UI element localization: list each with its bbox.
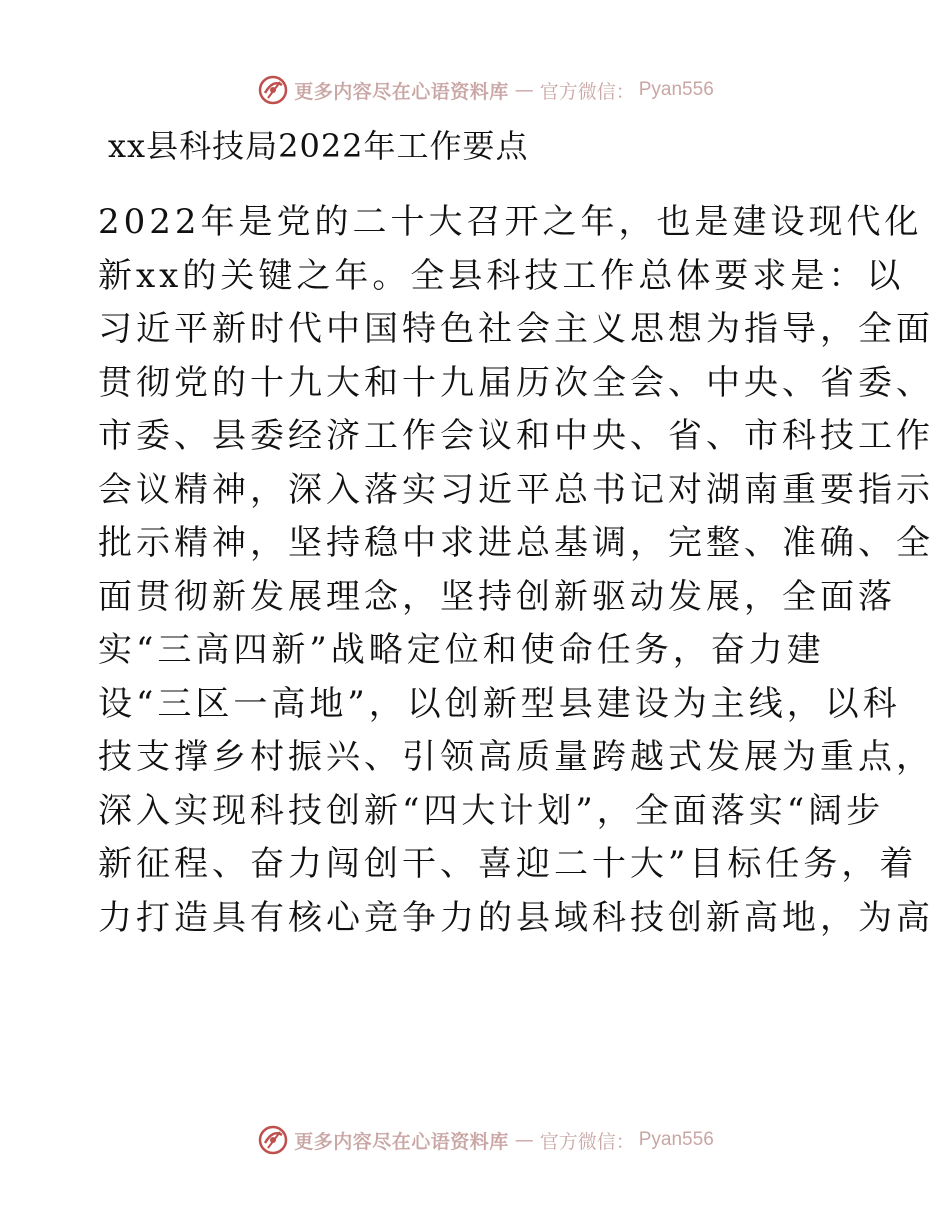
document-title: xx县科技局2022年工作要点 [108,127,529,165]
document-body [98,196,934,945]
brand-logo-icon [256,1123,290,1157]
watermark-separator: — [514,1129,534,1151]
body-text-line: 设“三区一高地”，以创新型县建设为主线，以科 [98,683,901,724]
watermark-content [256,1123,714,1157]
body-text-line: 贯彻党的十九大和十九届历次全会、中央、省委、 [98,362,934,403]
body-text-line: 力打造具有核心竞争力的县域科技创新高地，为高 [98,897,934,938]
watermark-brand-text: 更多内容尽在心语资料库 [294,1130,509,1153]
body-text-line: 批示精神，坚持稳中求进总基调，完整、准确、全 [98,523,934,563]
body-text-line: 会议精神，深入落实习近平总书记对湖南重要指示 [98,469,934,510]
body-text-line: 技支撑乡村振兴、引领高质量跨越式发展为重点， [98,737,934,777]
body-text-line: 新征程、奋力闯创干、喜迎二十大”目标任务，着 [98,844,918,884]
watermark-wechat-label: 官方微信： [539,80,635,103]
brand-logo-icon [256,73,290,107]
body-text-line: 实“三高四新”战略定位和使命任务，奋力建 [98,630,825,670]
body-text-line: 深入实现科技创新“四大计划”，全面落实“阔步 [98,790,885,831]
body-text-line: 市委、县委经济工作会议和中央、省、市科技工作 [98,416,934,456]
watermark-wechat-label: 官方微信： [539,1130,635,1153]
body-text-line: 2022年是党的二十大召开之年，也是建设现代化 [98,202,923,242]
body-text-line: 习近平新时代中国特色社会主义思想为指导，全面 [98,309,934,349]
watermark-content [256,73,714,107]
header-watermark [0,70,950,110]
watermark-wechat-id: Pyan556 [638,1129,714,1150]
body-text-line: 面贯彻新发展理念，坚持创新驱动发展，全面落 [98,576,896,617]
watermark-brand-text: 更多内容尽在心语资料库 [294,80,509,103]
footer-watermark [0,1120,950,1160]
watermark-separator: — [514,79,534,101]
body-text-line: 新xx的关键之年。全县科技工作总体要求是：以 [98,255,905,296]
watermark-wechat-id: Pyan556 [638,79,714,100]
